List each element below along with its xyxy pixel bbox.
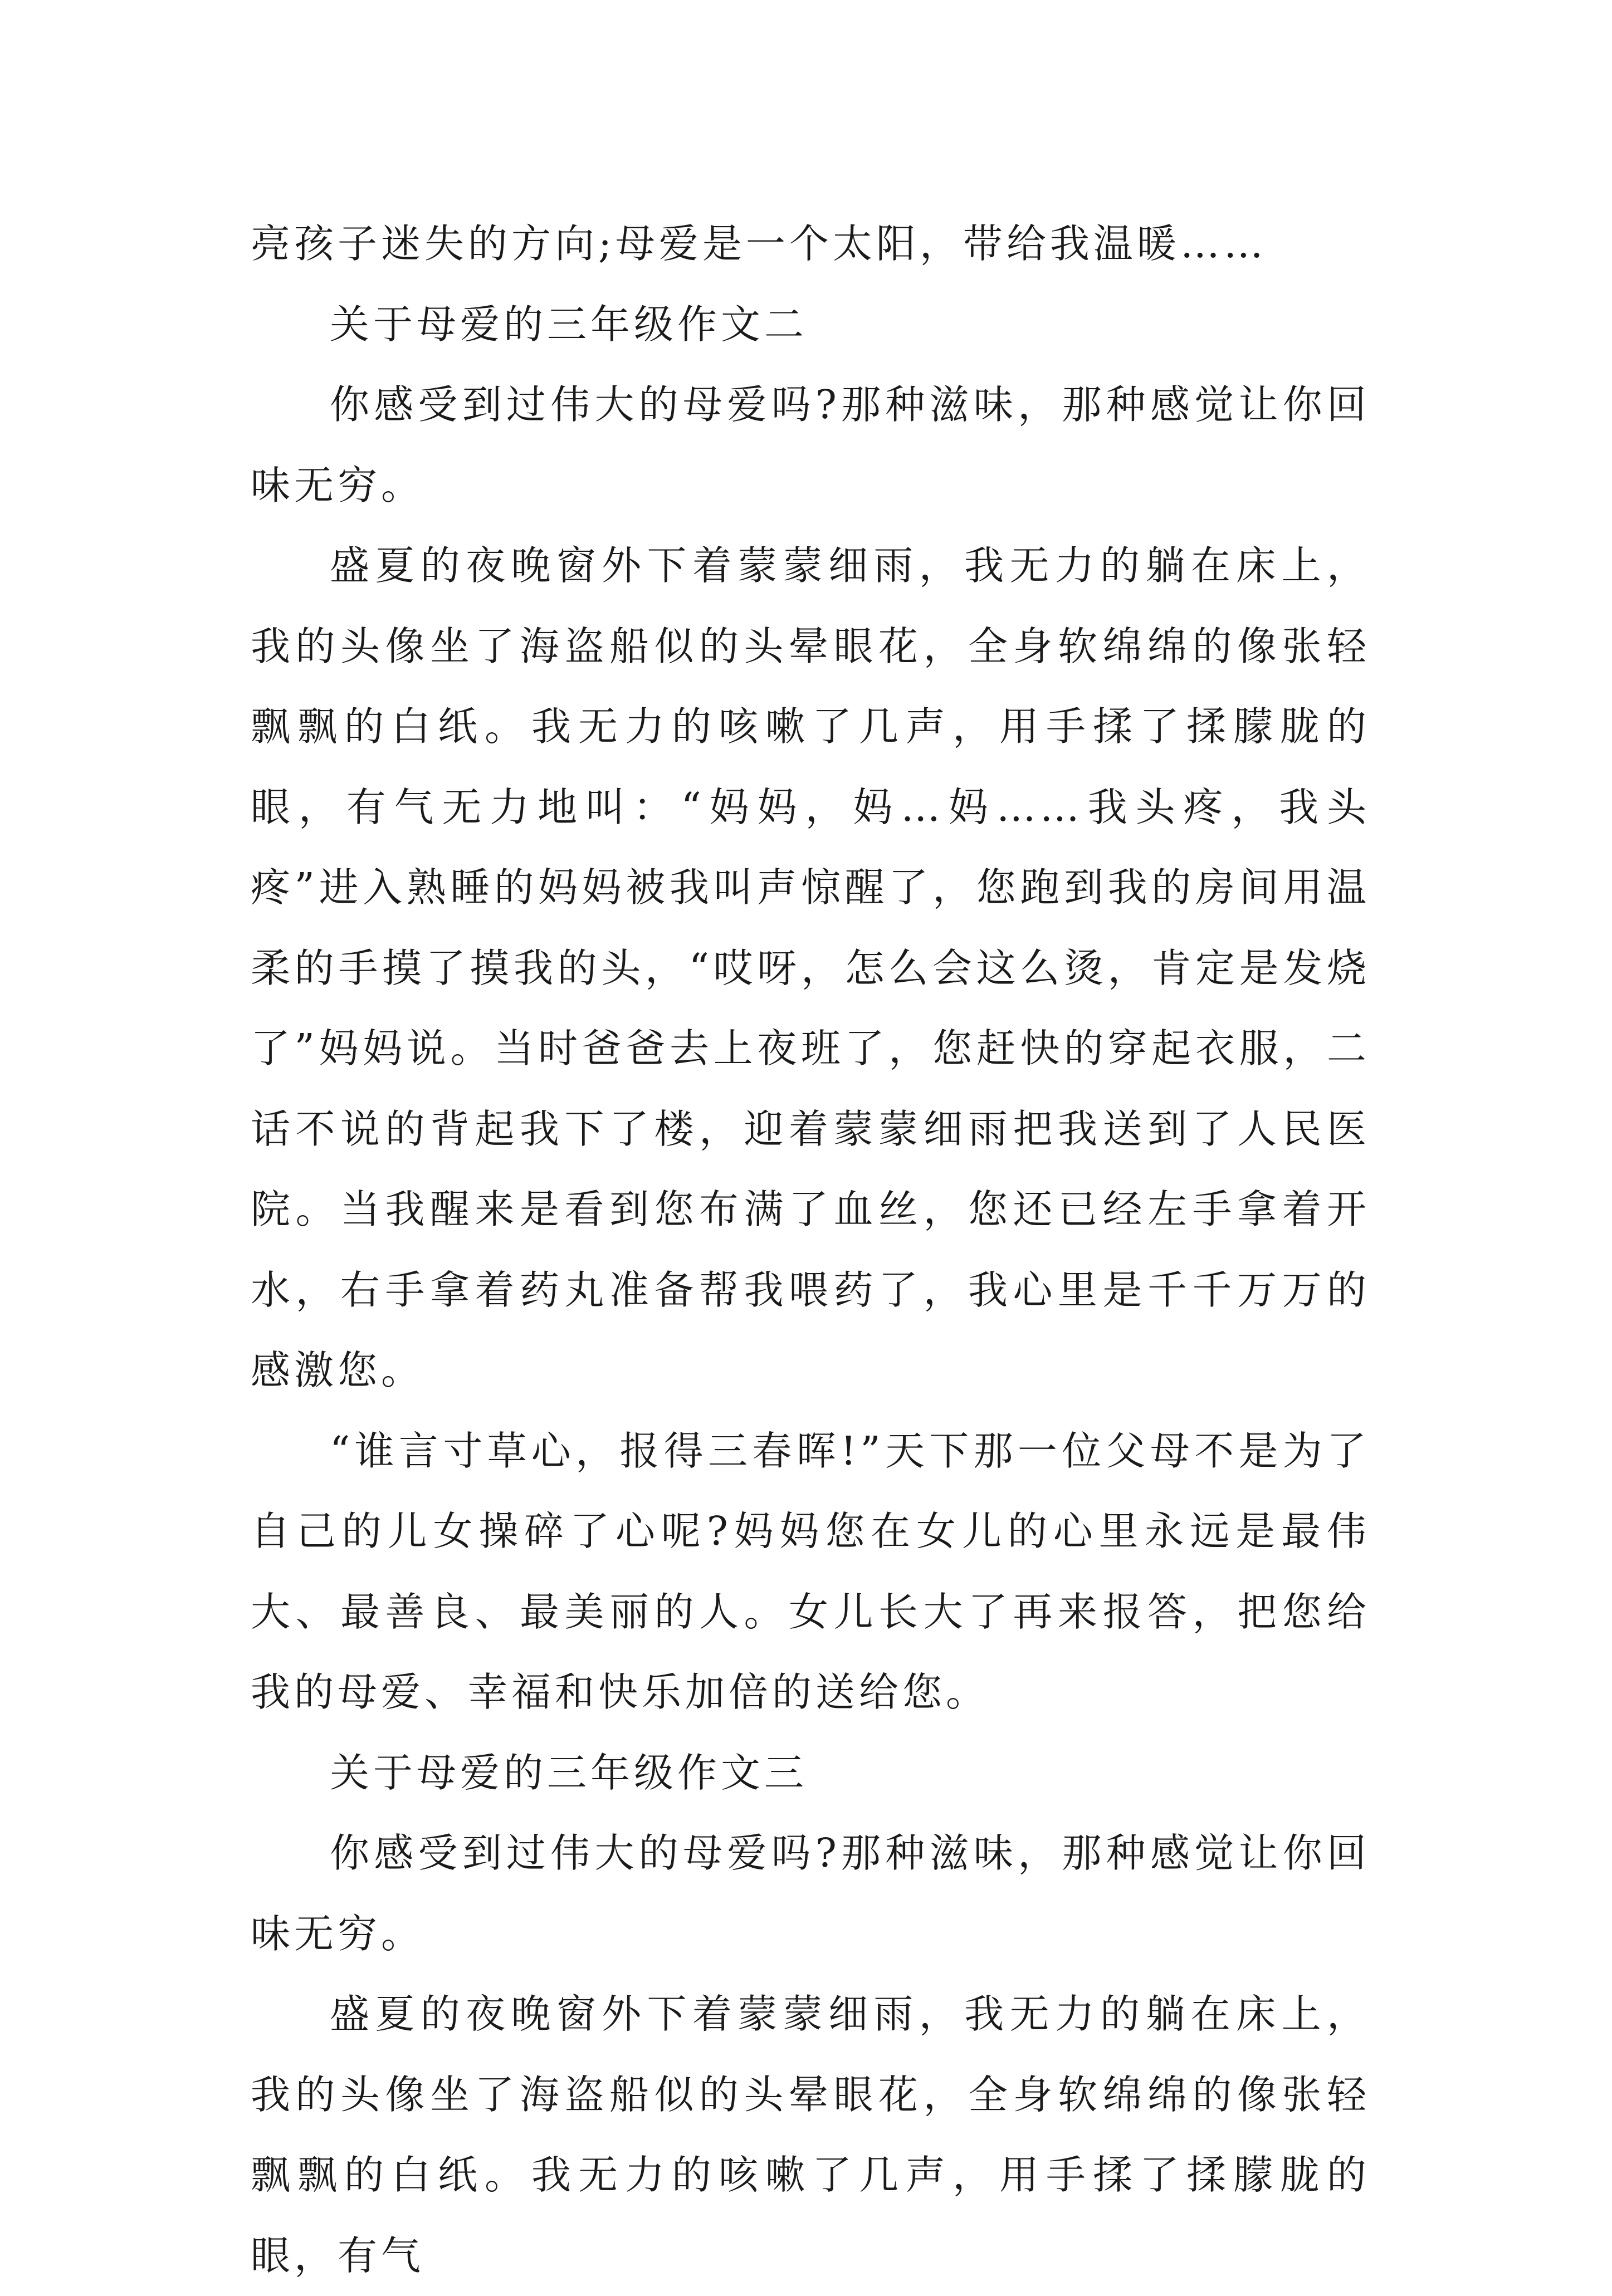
section-heading-2: 关于母爱的三年级作文二 xyxy=(330,301,808,347)
document-body xyxy=(251,204,1370,2296)
body-paragraph: 你感受到过伟大的母爱吗?那种滋味，那种感觉让你回味无穷。 xyxy=(251,381,1370,508)
section-heading-3: 关于母爱的三年级作文三 xyxy=(330,1749,808,1796)
continuation-paragraph: 亮孩子迷失的方向;母爱是一个太阳，带给我温暖…… xyxy=(251,221,1267,267)
body-paragraph: 你感受到过伟大的母爱吗?那种滋味，那种感觉让你回味无穷。 xyxy=(251,1830,1370,1957)
body-paragraph: 盛夏的夜晚窗外下着蒙蒙细雨，我无力的躺在床上，我的头像坐了海盗船似的头晕眼花，全身软绵绵的像张轻飘飘的白纸。我无力的咳嗽了几声，用手揉了揉朦胧的眼，有气 xyxy=(251,1991,1370,2279)
body-paragraph: “谁言寸草心，报得三春晖!”天下那一位父母不是为了自己的儿女操碎了心呢?妈妈您在女儿的心里永远是最伟大、最善良、最美丽的人。女儿长大了再来报答，把您给我的母爱、幸福和快乐加倍的送给您。 xyxy=(251,1427,1370,1715)
body-paragraph: 盛夏的夜晚窗外下着蒙蒙细雨，我无力的躺在床上，我的头像坐了海盗船似的头晕眼花，全身软绵绵的像张轻飘飘的白纸。我无力的咳嗽了几声，用手揉了揉朦胧的眼，有气无力地叫：“妈妈，妈…妈……我头疼，我头疼”进入熟睡的妈妈被我叫声惊醒了，您跑到我的房间用温柔的手摸了摸我的头，“哎呀，怎么会这么烫，肯定是发烧了”妈妈说。当时爸爸去上夜班了，您赶快的穿起衣服，二话不说的背起我下了楼，迎着蒙蒙细雨把我送到了人民医院。当我醒来是看到您布满了血丝，您还已经左手拿着开水，右手拿着药丸准备帮我喂药了，我心里是千千万万的感激您。 xyxy=(251,542,1370,1393)
